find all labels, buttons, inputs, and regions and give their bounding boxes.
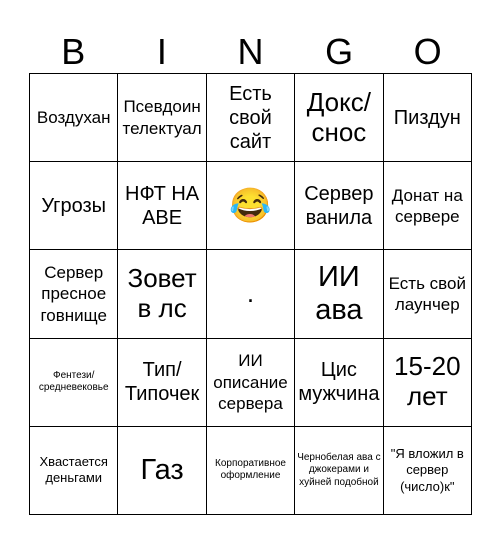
header-letter-g: G	[325, 31, 354, 72]
bingo-cell-5-4[interactable]	[295, 427, 383, 515]
bingo-header	[29, 30, 472, 74]
cell-text: Зовет в лс	[127, 263, 197, 323]
cell-text: "Я вложил в сервер (число)к"	[390, 446, 464, 494]
bingo-board	[29, 73, 472, 515]
cell-text: ИИ описание сервера	[213, 351, 288, 413]
bingo-cell-3-3[interactable]	[207, 250, 295, 338]
bingo-cell-5-1[interactable]	[30, 427, 118, 515]
bingo-cell-5-5[interactable]	[384, 427, 472, 515]
bingo-cell-4-2[interactable]	[118, 339, 206, 427]
cell-text: ИИ ава	[315, 260, 363, 326]
bingo-cell-4-3[interactable]	[207, 339, 295, 427]
bingo-cell-1-5[interactable]	[384, 74, 472, 162]
cell-text: Есть свой лаунчер	[388, 273, 466, 314]
bingo-cell-2-1[interactable]	[30, 162, 118, 250]
bingo-cell-3-1[interactable]	[30, 250, 118, 338]
cell-text: Тип/Типочек	[124, 359, 200, 406]
bingo-cell-4-4[interactable]	[295, 339, 383, 427]
bingo-cell-3-5[interactable]	[384, 250, 472, 338]
cell-text: Воздухан	[36, 107, 111, 127]
cell-text: Угрозы	[41, 194, 107, 217]
bingo-cell-2-5[interactable]	[384, 162, 472, 250]
cell-text: 15-20 лет	[394, 351, 461, 412]
bingo-cell-5-3[interactable]	[207, 427, 295, 515]
bingo-cell-4-5[interactable]	[384, 339, 472, 427]
bingo-cell-2-4[interactable]	[295, 162, 383, 250]
bingo-cell-2-2[interactable]	[118, 162, 206, 250]
laughing-tears-emoji-icon: 😂	[229, 186, 272, 225]
cell-text: НФТ НА АВЕ	[125, 182, 200, 229]
header-letter-b: B	[61, 31, 86, 72]
cell-text: Газ	[140, 453, 184, 486]
bingo-cell-1-1[interactable]	[30, 74, 118, 162]
cell-text: Сервер ванила	[304, 182, 374, 229]
header-letter-o: O	[413, 31, 442, 72]
bingo-cell-3-4[interactable]	[295, 250, 383, 338]
cell-text: Докс/снос	[306, 86, 372, 147]
bingo-cell-3-2[interactable]	[118, 250, 206, 338]
cell-text: Пиздун	[393, 106, 461, 129]
bingo-cell-1-3[interactable]	[207, 74, 295, 162]
cell-text: Донат на сервере	[391, 185, 463, 226]
cell-text: Сервер пресное говнище	[40, 263, 107, 325]
cell-text: Чернобелая ава с джокерами и хуйней подобной	[297, 451, 381, 488]
cell-text: Есть свой сайт	[229, 82, 272, 153]
bingo-cell-5-2[interactable]	[118, 427, 206, 515]
cell-text: Цис мужчина	[298, 359, 380, 406]
cell-text: .	[246, 278, 255, 309]
cell-text: Фентези/средневековье	[38, 369, 109, 394]
bingo-cell-4-1[interactable]	[30, 339, 118, 427]
header-letter-i: I	[156, 31, 167, 72]
cell-text: Псевдоинтелектуал	[122, 97, 202, 138]
cell-text: Корпоративное оформление	[215, 457, 286, 482]
bingo-cell-2-3[interactable]	[207, 162, 295, 250]
bingo-cell-1-2[interactable]	[118, 74, 206, 162]
bingo-cell-1-4[interactable]	[295, 74, 383, 162]
header-letter-n: N	[237, 31, 264, 72]
cell-text: Хвастается деньгами	[39, 454, 108, 486]
